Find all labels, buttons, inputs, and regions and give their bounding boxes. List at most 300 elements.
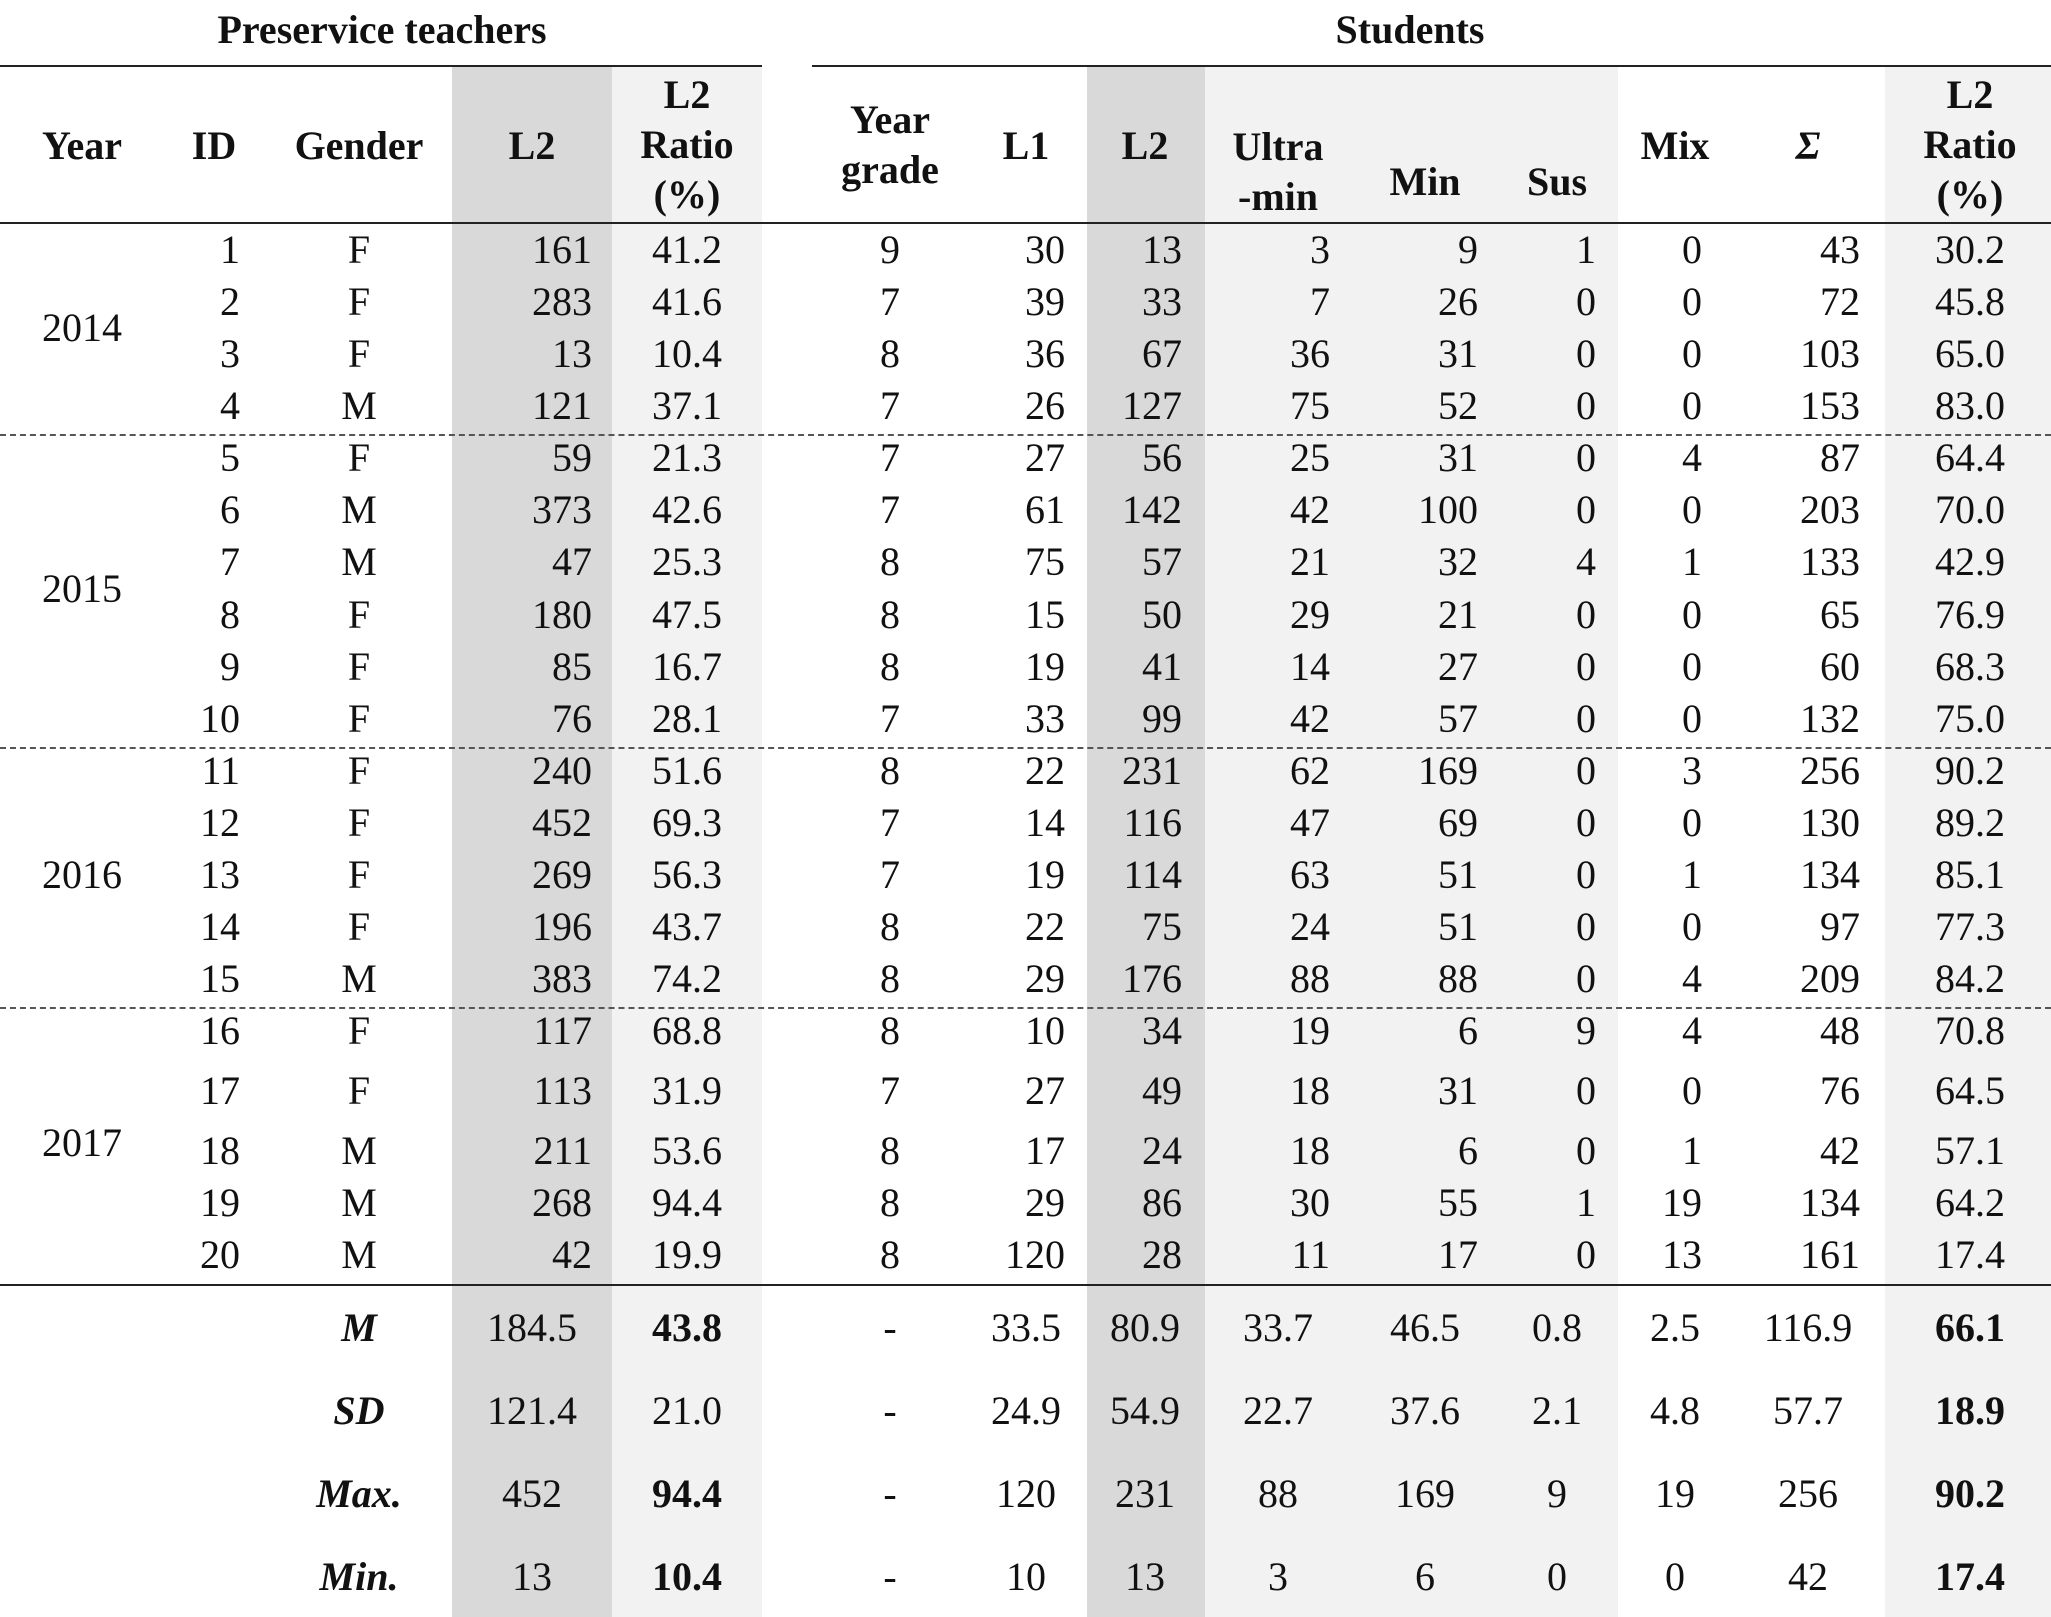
cell-year-grade: 8 — [880, 1180, 900, 1225]
summary-cell-ultra-min: 88 — [1258, 1471, 1298, 1516]
cell-min: 51 — [1438, 852, 1478, 897]
cell-student-l2: 67 — [1142, 331, 1182, 376]
cell-sum: 256 — [1800, 748, 1860, 793]
cell-l1: 26 — [1025, 383, 1065, 428]
cell-gender: F — [347, 227, 371, 272]
summary-cell-mix: 19 — [1655, 1471, 1695, 1516]
cell-student-ratio: 57.1 — [1935, 1128, 2005, 1173]
cell-teacher-l2: 373 — [532, 487, 592, 532]
cell-teacher-ratio: 16.7 — [652, 644, 722, 689]
cell-teacher-l2: 117 — [533, 1008, 592, 1053]
col-header-sus: Sus — [1526, 159, 1588, 204]
cell-ultra-min: 11 — [1291, 1232, 1330, 1277]
col-header-student-l2: L2 — [1121, 123, 1169, 168]
cell-student-l2: 41 — [1142, 644, 1182, 689]
cell-year-grade: 8 — [880, 748, 900, 793]
cell-sum: 48 — [1820, 1008, 1860, 1053]
cell-gender: M — [341, 539, 377, 584]
summary-cell-l1: 24.9 — [991, 1388, 1061, 1433]
cell-gender: F — [347, 800, 371, 845]
cell-sum: 130 — [1800, 800, 1860, 845]
summary-cell-sum: 57.7 — [1773, 1388, 1843, 1433]
cell-teacher-ratio: 10.4 — [652, 331, 722, 376]
cell-min: 17 — [1438, 1232, 1478, 1277]
cell-mix: 13 — [1662, 1232, 1702, 1277]
cell-ultra-min: 88 — [1290, 956, 1330, 1001]
year-group-separator — [0, 747, 2051, 749]
cell-teacher-ratio: 19.9 — [652, 1232, 722, 1277]
cell-sus: 0 — [1576, 748, 1596, 793]
cell-id: 8 — [220, 592, 240, 637]
cell-teacher-ratio: 43.7 — [652, 904, 722, 949]
cell-teacher-l2: 452 — [532, 800, 592, 845]
cell-id: 16 — [200, 1008, 240, 1053]
cell-mix: 0 — [1682, 383, 1702, 428]
cell-min: 69 — [1438, 800, 1478, 845]
cell-teacher-ratio: 74.2 — [652, 956, 722, 1001]
cell-sus: 0 — [1576, 1068, 1596, 1113]
cell-year-grade: 7 — [880, 279, 900, 324]
cell-ultra-min: 42 — [1290, 487, 1330, 532]
cell-l1: 14 — [1025, 800, 1065, 845]
cell-year-grade: 8 — [880, 644, 900, 689]
col-header-year: Year — [42, 123, 122, 168]
cell-min: 9 — [1458, 227, 1478, 272]
summary-label: M — [341, 1305, 377, 1350]
col-header-teacher-l2: L2 — [508, 123, 556, 168]
cell-ultra-min: 21 — [1290, 539, 1330, 584]
cell-student-ratio: 64.2 — [1935, 1180, 2005, 1225]
cell-l1: 75 — [1025, 539, 1065, 584]
cell-student-ratio: 84.2 — [1935, 956, 2005, 1001]
cell-student-l2: 127 — [1122, 383, 1182, 428]
cell-id: 4 — [220, 383, 240, 428]
col-header-min: Min — [1389, 159, 1461, 204]
cell-year-grade: 8 — [880, 1008, 900, 1053]
cell-sum: 76 — [1820, 1068, 1860, 1113]
cell-ultra-min: 3 — [1310, 227, 1330, 272]
cell-mix: 3 — [1682, 748, 1702, 793]
col-header-mix: Mix — [1640, 123, 1710, 168]
cell-id: 14 — [200, 904, 240, 949]
summary-cell-ultra-min: 22.7 — [1243, 1388, 1313, 1433]
cell-year-grade: 7 — [880, 1068, 900, 1113]
cell-mix: 0 — [1682, 331, 1702, 376]
cell-teacher-ratio: 41.2 — [652, 227, 722, 272]
cell-teacher-ratio: 25.3 — [652, 539, 722, 584]
summary-cell-student-l2: 231 — [1115, 1471, 1175, 1516]
cell-gender: F — [347, 748, 371, 793]
cell-sus: 0 — [1576, 904, 1596, 949]
cell-sum: 153 — [1800, 383, 1860, 428]
summary-cell-teacher-ratio: 21.0 — [652, 1388, 722, 1433]
cell-l1: 19 — [1025, 852, 1065, 897]
summary-cell-l1: 33.5 — [991, 1305, 1061, 1350]
summary-cell-teacher-l2: 121.4 — [487, 1388, 577, 1433]
cell-student-l2: 34 — [1142, 1008, 1182, 1053]
cell-min: 100 — [1418, 487, 1478, 532]
cell-sus: 0 — [1576, 852, 1596, 897]
cell-sus: 0 — [1576, 279, 1596, 324]
cell-year-grade: 8 — [880, 1128, 900, 1173]
cell-sum: 134 — [1800, 1180, 1860, 1225]
cell-student-l2: 50 — [1142, 592, 1182, 637]
cell-sum: 72 — [1820, 279, 1860, 324]
summary-cell-min: 169 — [1395, 1471, 1455, 1516]
summary-cell-student-l2: 54.9 — [1110, 1388, 1180, 1433]
cell-sus: 0 — [1576, 644, 1596, 689]
cell-teacher-l2: 47 — [552, 539, 592, 584]
summary-cell-student-ratio: 90.2 — [1935, 1471, 2005, 1516]
student-minority-columns-shade — [1205, 67, 1618, 1617]
cell-mix: 0 — [1682, 592, 1702, 637]
cell-id: 13 — [200, 852, 240, 897]
summary-cell-ultra-min: 33.7 — [1243, 1305, 1313, 1350]
cell-id: 6 — [220, 487, 240, 532]
summary-cell-year-grade: - — [883, 1471, 897, 1516]
cell-ultra-min: 29 — [1290, 592, 1330, 637]
cell-teacher-l2: 85 — [552, 644, 592, 689]
cell-l1: 120 — [1005, 1232, 1065, 1277]
cell-gender: F — [347, 1008, 371, 1053]
summary-cell-student-ratio: 18.9 — [1935, 1388, 2005, 1433]
cell-sus: 0 — [1576, 956, 1596, 1001]
summary-cell-teacher-l2: 184.5 — [487, 1305, 577, 1350]
cell-sum: 103 — [1800, 331, 1860, 376]
summary-cell-teacher-ratio: 43.8 — [652, 1305, 722, 1350]
cell-l1: 15 — [1025, 592, 1065, 637]
cell-gender: F — [347, 279, 371, 324]
summary-cell-teacher-l2: 13 — [512, 1554, 552, 1599]
cell-l1: 29 — [1025, 1180, 1065, 1225]
summary-cell-mix: 2.5 — [1650, 1305, 1700, 1350]
cell-sus: 9 — [1576, 1008, 1596, 1053]
cell-gender: F — [347, 331, 371, 376]
col-header-ultra-min: Ultra -min — [1232, 124, 1324, 219]
cell-sum: 60 — [1820, 644, 1860, 689]
cell-gender: M — [341, 956, 377, 1001]
cell-id: 2 — [220, 279, 240, 324]
cell-id: 3 — [220, 331, 240, 376]
cell-mix: 0 — [1682, 800, 1702, 845]
cell-mix: 0 — [1682, 904, 1702, 949]
cell-teacher-l2: 211 — [533, 1128, 592, 1173]
cell-min: 52 — [1438, 383, 1478, 428]
rule-teachers-top — [0, 65, 762, 67]
cell-student-ratio: 75.0 — [1935, 696, 2005, 741]
cell-teacher-ratio: 68.8 — [652, 1008, 722, 1053]
cell-ultra-min: 14 — [1290, 644, 1330, 689]
year-group-label: 2016 — [42, 852, 122, 897]
cell-year-grade: 8 — [880, 904, 900, 949]
col-header-year-grade: Year grade — [841, 97, 939, 192]
summary-cell-teacher-ratio: 94.4 — [652, 1471, 722, 1516]
summary-label: SD — [333, 1388, 385, 1433]
cell-student-ratio: 83.0 — [1935, 383, 2005, 428]
cell-id: 10 — [200, 696, 240, 741]
cell-student-ratio: 89.2 — [1935, 800, 2005, 845]
summary-cell-teacher-ratio: 10.4 — [652, 1554, 722, 1599]
cell-l1: 33 — [1025, 696, 1065, 741]
cell-mix: 4 — [1682, 435, 1702, 480]
summary-cell-sum: 256 — [1778, 1471, 1838, 1516]
cell-gender: M — [341, 1180, 377, 1225]
cell-gender: F — [347, 1068, 371, 1113]
summary-cell-student-l2: 80.9 — [1110, 1305, 1180, 1350]
summary-cell-student-l2: 13 — [1125, 1554, 1165, 1599]
cell-year-grade: 8 — [880, 592, 900, 637]
summary-cell-l1: 10 — [1006, 1554, 1046, 1599]
cell-id: 9 — [220, 644, 240, 689]
cell-sum: 43 — [1820, 227, 1860, 272]
year-group-label: 2014 — [42, 305, 122, 350]
cell-student-l2: 114 — [1123, 852, 1182, 897]
cell-year-grade: 7 — [880, 383, 900, 428]
cell-sum: 97 — [1820, 904, 1860, 949]
cell-teacher-ratio: 94.4 — [652, 1180, 722, 1225]
cell-gender: M — [341, 487, 377, 532]
cell-student-ratio: 64.5 — [1935, 1068, 2005, 1113]
col-header-id: ID — [191, 123, 237, 168]
cell-teacher-l2: 76 — [552, 696, 592, 741]
cell-ultra-min: 30 — [1290, 1180, 1330, 1225]
cell-sus: 0 — [1576, 800, 1596, 845]
cell-l1: 22 — [1025, 904, 1065, 949]
cell-gender: M — [341, 1128, 377, 1173]
summary-cell-min: 46.5 — [1390, 1305, 1460, 1350]
cell-mix: 0 — [1682, 696, 1702, 741]
cell-teacher-l2: 383 — [532, 956, 592, 1001]
year-group-label: 2017 — [42, 1120, 122, 1165]
cell-ultra-min: 19 — [1290, 1008, 1330, 1053]
cell-mix: 4 — [1682, 1008, 1702, 1053]
cell-ultra-min: 75 — [1290, 383, 1330, 428]
cell-ultra-min: 36 — [1290, 331, 1330, 376]
cell-mix: 1 — [1682, 852, 1702, 897]
cell-id: 12 — [200, 800, 240, 845]
cell-ultra-min: 7 — [1310, 279, 1330, 324]
cell-l1: 10 — [1025, 1008, 1065, 1053]
cell-teacher-l2: 283 — [532, 279, 592, 324]
cell-teacher-l2: 161 — [532, 227, 592, 272]
cell-teacher-l2: 240 — [532, 748, 592, 793]
cell-student-l2: 28 — [1142, 1232, 1182, 1277]
cell-student-l2: 24 — [1142, 1128, 1182, 1173]
cell-sum: 133 — [1800, 539, 1860, 584]
cell-min: 169 — [1418, 748, 1478, 793]
cell-ultra-min: 47 — [1290, 800, 1330, 845]
cell-student-l2: 142 — [1122, 487, 1182, 532]
cell-teacher-l2: 180 — [532, 592, 592, 637]
cell-mix: 0 — [1682, 487, 1702, 532]
cell-teacher-ratio: 41.6 — [652, 279, 722, 324]
cell-year-grade: 7 — [880, 852, 900, 897]
col-header-student-ratio: L2 Ratio (%) — [1923, 72, 2017, 217]
cell-sum: 42 — [1820, 1128, 1860, 1173]
cell-teacher-l2: 42 — [552, 1232, 592, 1277]
year-group-label: 2015 — [42, 565, 122, 611]
cell-ultra-min: 18 — [1290, 1128, 1330, 1173]
summary-cell-student-ratio: 66.1 — [1935, 1305, 2005, 1350]
summary-cell-mix: 4.8 — [1650, 1388, 1700, 1433]
cell-id: 5 — [220, 435, 240, 480]
cell-gender: F — [347, 435, 371, 480]
cell-l1: 19 — [1025, 644, 1065, 689]
summary-cell-mix: 0 — [1665, 1554, 1685, 1599]
cell-min: 51 — [1438, 904, 1478, 949]
cell-gender: F — [347, 904, 371, 949]
cell-student-l2: 13 — [1142, 227, 1182, 272]
cell-gender: F — [347, 592, 371, 637]
cell-teacher-ratio: 31.9 — [652, 1068, 722, 1113]
cell-sus: 0 — [1576, 1232, 1596, 1277]
cell-student-l2: 231 — [1122, 748, 1182, 793]
cell-sum: 161 — [1800, 1232, 1860, 1277]
cell-min: 21 — [1438, 592, 1478, 637]
cell-id: 11 — [201, 748, 240, 793]
cell-sus: 0 — [1576, 1128, 1596, 1173]
cell-year-grade: 8 — [880, 539, 900, 584]
col-header-teacher-ratio: L2 Ratio (%) — [640, 72, 734, 217]
cell-ultra-min: 63 — [1290, 852, 1330, 897]
cell-min: 57 — [1438, 696, 1478, 741]
cell-teacher-ratio: 28.1 — [652, 696, 722, 741]
cell-teacher-ratio: 53.6 — [652, 1128, 722, 1173]
cell-sus: 0 — [1576, 383, 1596, 428]
cell-sus: 4 — [1576, 539, 1596, 584]
cell-sus: 0 — [1576, 487, 1596, 532]
cell-sum: 203 — [1800, 487, 1860, 532]
cell-student-ratio: 65.0 — [1935, 331, 2005, 376]
cell-year-grade: 8 — [880, 331, 900, 376]
cell-year-grade: 7 — [880, 696, 900, 741]
cell-student-l2: 57 — [1142, 539, 1182, 584]
cell-teacher-l2: 121 — [532, 383, 592, 428]
cell-sus: 0 — [1576, 592, 1596, 637]
cell-student-ratio: 68.3 — [1935, 644, 2005, 689]
summary-cell-ultra-min: 3 — [1268, 1554, 1288, 1599]
cell-student-l2: 176 — [1122, 956, 1182, 1001]
cell-sum: 134 — [1800, 852, 1860, 897]
summary-cell-sum: 42 — [1788, 1554, 1828, 1599]
cell-mix: 4 — [1682, 956, 1702, 1001]
cell-gender: F — [347, 852, 371, 897]
cell-min: 55 — [1438, 1180, 1478, 1225]
cell-id: 19 — [200, 1180, 240, 1225]
summary-cell-teacher-l2: 452 — [502, 1471, 562, 1516]
cell-mix: 19 — [1662, 1180, 1702, 1225]
cell-teacher-ratio: 37.1 — [652, 383, 722, 428]
cell-mix: 0 — [1682, 1068, 1702, 1113]
rule-students-top — [812, 65, 2051, 67]
cell-sum: 87 — [1820, 435, 1860, 480]
cell-teacher-ratio: 47.5 — [652, 592, 722, 637]
cell-student-ratio: 70.8 — [1935, 1008, 2005, 1053]
cell-ultra-min: 18 — [1290, 1068, 1330, 1113]
cell-id: 17 — [200, 1068, 240, 1113]
cell-min: 26 — [1438, 279, 1478, 324]
cell-gender: M — [341, 1232, 377, 1277]
year-group-separator — [0, 434, 2051, 436]
cell-sus: 0 — [1576, 696, 1596, 741]
summary-label: Max. — [316, 1471, 402, 1516]
cell-teacher-l2: 196 — [532, 904, 592, 949]
summary-cell-sus: 9 — [1547, 1471, 1567, 1516]
summary-cell-sus: 2.1 — [1532, 1388, 1582, 1433]
cell-min: 88 — [1438, 956, 1478, 1001]
cell-teacher-ratio: 42.6 — [652, 487, 722, 532]
cell-teacher-l2: 268 — [532, 1180, 592, 1225]
summary-cell-min: 6 — [1415, 1554, 1435, 1599]
cell-student-ratio: 42.9 — [1935, 539, 2005, 584]
cell-l1: 39 — [1025, 279, 1065, 324]
cell-teacher-l2: 13 — [552, 331, 592, 376]
cell-student-l2: 56 — [1142, 435, 1182, 480]
cell-ultra-min: 62 — [1290, 748, 1330, 793]
cell-min: 31 — [1438, 331, 1478, 376]
cell-teacher-l2: 113 — [533, 1068, 592, 1113]
cell-teacher-l2: 59 — [552, 435, 592, 480]
cell-min: 6 — [1458, 1008, 1478, 1053]
cell-student-l2: 33 — [1142, 279, 1182, 324]
cell-gender: F — [347, 696, 371, 741]
cell-min: 32 — [1438, 539, 1478, 584]
cell-sum: 132 — [1800, 696, 1860, 741]
cell-l1: 27 — [1025, 1068, 1065, 1113]
cell-student-l2: 99 — [1142, 696, 1182, 741]
cell-year-grade: 7 — [880, 435, 900, 480]
cell-student-l2: 86 — [1142, 1180, 1182, 1225]
cell-mix: 1 — [1682, 1128, 1702, 1173]
cell-min: 6 — [1458, 1128, 1478, 1173]
year-group-separator — [0, 1007, 2051, 1009]
cell-year-grade: 7 — [880, 487, 900, 532]
cell-year-grade: 9 — [880, 227, 900, 272]
rule-data-bottom — [0, 1284, 2051, 1286]
summary-cell-year-grade: - — [883, 1305, 897, 1350]
summary-cell-student-ratio: 17.4 — [1935, 1554, 2005, 1599]
cell-teacher-ratio: 21.3 — [652, 435, 722, 480]
cell-mix: 0 — [1682, 279, 1702, 324]
cell-ultra-min: 24 — [1290, 904, 1330, 949]
cell-l1: 30 — [1025, 227, 1065, 272]
cell-id: 20 — [200, 1232, 240, 1277]
group-header-students: Students — [1335, 7, 1485, 52]
rule-header-bottom — [0, 222, 2051, 224]
cell-student-ratio: 70.0 — [1935, 487, 2005, 532]
summary-cell-min: 37.6 — [1390, 1388, 1460, 1433]
cell-l1: 17 — [1025, 1128, 1065, 1173]
cell-l1: 22 — [1025, 748, 1065, 793]
summary-label: Min. — [319, 1554, 399, 1599]
cell-student-l2: 116 — [1123, 800, 1182, 845]
cell-id: 15 — [200, 956, 240, 1001]
cell-mix: 1 — [1682, 539, 1702, 584]
cell-id: 1 — [220, 227, 240, 272]
cell-l1: 61 — [1025, 487, 1065, 532]
cell-student-ratio: 17.4 — [1935, 1232, 2005, 1277]
cell-teacher-l2: 269 — [532, 852, 592, 897]
cell-student-ratio: 90.2 — [1935, 748, 2005, 793]
cell-l1: 27 — [1025, 435, 1065, 480]
cell-min: 27 — [1438, 644, 1478, 689]
cell-student-ratio: 85.1 — [1935, 852, 2005, 897]
cell-sus: 0 — [1576, 435, 1596, 480]
cell-teacher-ratio: 56.3 — [652, 852, 722, 897]
cell-gender: F — [347, 644, 371, 689]
summary-cell-year-grade: - — [883, 1554, 897, 1599]
summary-cell-year-grade: - — [883, 1388, 897, 1433]
